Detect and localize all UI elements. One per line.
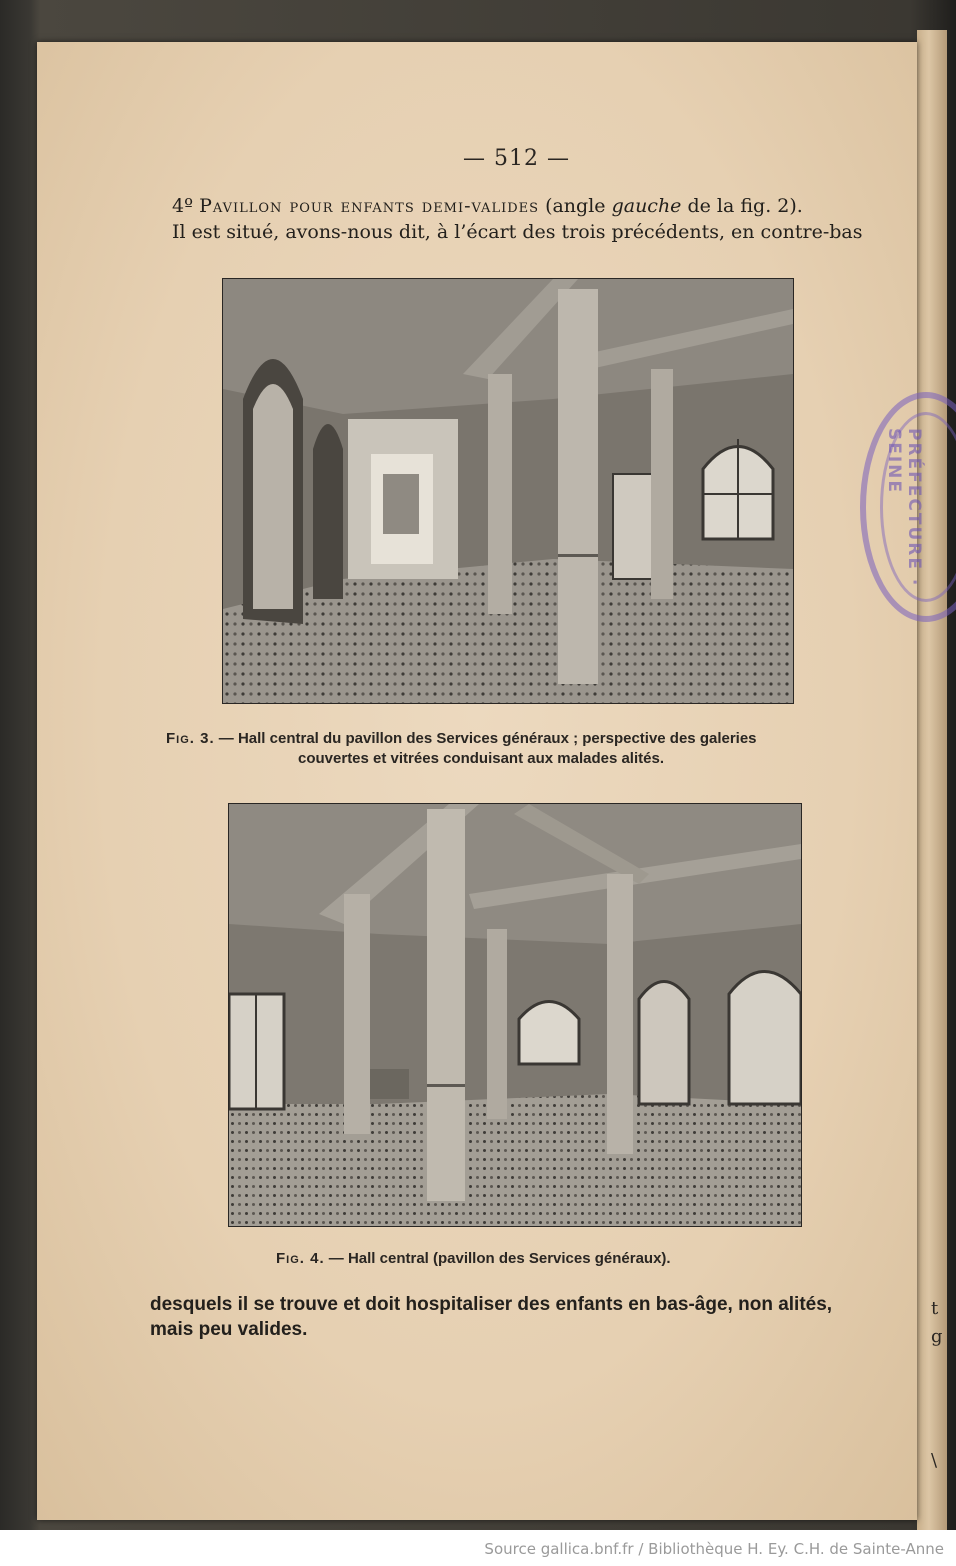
figure-3-label: Fig. 3. bbox=[166, 730, 215, 747]
intro-line-2: Il est situé, avons-nous dit, à l’écart des trois précédents, en contre-bas bbox=[172, 221, 863, 243]
source-credit: Source gallica.bnf.fr / Bibliothèque H. Ey. C.H. de Sainte-Anne bbox=[484, 1540, 944, 1558]
figure-3-caption: Fig. 3. — Hall central du pavillon des Services généraux ; perspective des galeries bbox=[166, 730, 757, 747]
figure-4-caption: Fig. 4. — Hall central (pavillon des Services généraux). bbox=[276, 1250, 671, 1267]
figure-4-label: Fig. 4. bbox=[276, 1250, 325, 1267]
edge-fragment: \ bbox=[931, 1450, 938, 1471]
body-paragraph-line-1: desquels il se trouve et doit hospitaliser des enfants en bas-âge, non alités, bbox=[150, 1294, 833, 1315]
hall-photo-illustration bbox=[229, 804, 801, 1226]
edge-fragment: g bbox=[931, 1326, 943, 1347]
edge-fragment: t bbox=[931, 1298, 939, 1319]
stamp-text: PRÉFECTURE · SEINE bbox=[884, 428, 924, 588]
adjacent-page-edge bbox=[917, 30, 947, 1530]
figure-3-photo bbox=[222, 278, 794, 704]
hall-photo-illustration bbox=[223, 279, 793, 703]
figure-3-caption-cont: couvertes et vitrées conduisant aux malades alités. bbox=[298, 750, 664, 767]
page-number: — 512 — bbox=[463, 146, 570, 171]
section-heading: Pavillon pour enfants demi-valides bbox=[199, 195, 540, 217]
body-paragraph-line-2: mais peu valides. bbox=[150, 1319, 308, 1340]
intro-line: 4º Pavillon pour enfants demi-valides (angle gauche de la fig. 2). bbox=[172, 195, 803, 217]
footer-bar bbox=[0, 1530, 956, 1566]
figure-4-photo bbox=[228, 803, 802, 1227]
